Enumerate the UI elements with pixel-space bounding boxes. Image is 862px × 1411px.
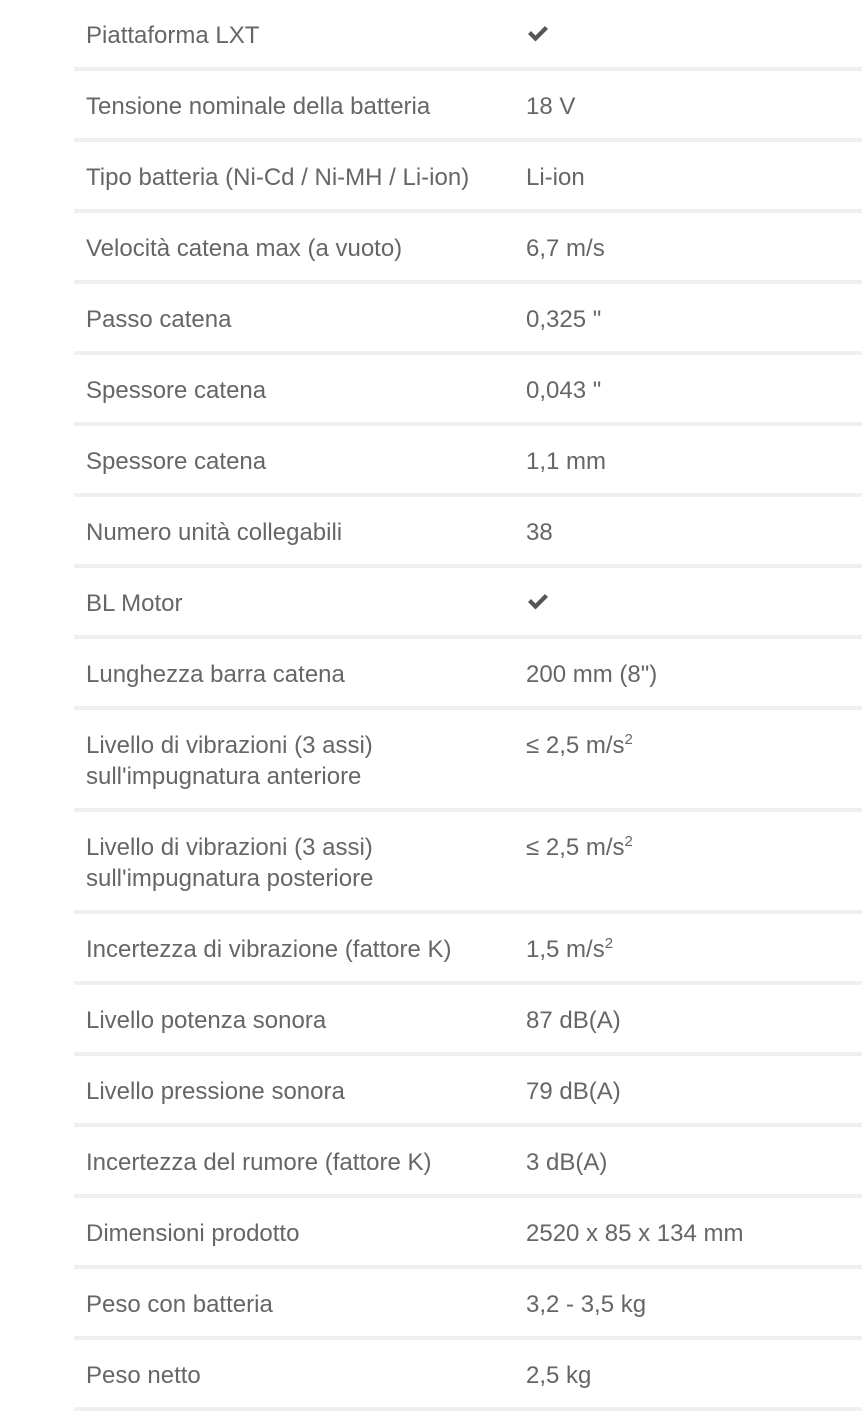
spec-label: Livello di vibrazioni (3 assi) sull'impugnatura posteriore <box>86 834 374 892</box>
spec-label: Lunghezza barra catena <box>86 661 345 688</box>
spec-label: Spessore catena <box>86 448 267 475</box>
spec-label: Piattaforma LXT <box>86 22 260 49</box>
spec-label: BL Motor <box>86 590 183 617</box>
spec-value <box>514 213 862 280</box>
spec-value-text: 200 mm (8") <box>526 661 658 688</box>
spec-label: Livello di vibrazioni (3 assi) sull'impugnatura anteriore <box>86 732 373 790</box>
spec-value-text: 3 dB(A) <box>526 1149 608 1176</box>
spec-value <box>514 710 862 808</box>
spec-value <box>514 0 862 67</box>
spec-value-text: 3,2 - 3,5 kg <box>526 1291 647 1318</box>
spec-value <box>514 1127 862 1194</box>
spec-row <box>74 710 862 812</box>
spec-label: Dimensioni prodotto <box>86 1220 300 1247</box>
spec-value-text: 2520 x 85 x 134 mm <box>526 1220 744 1247</box>
spec-row <box>74 213 862 284</box>
spec-value-text: 38 <box>526 519 553 546</box>
spec-label: Incertezza di vibrazione (fattore K) <box>86 936 452 963</box>
spec-row <box>74 71 862 142</box>
spec-row <box>74 914 862 985</box>
superscript: 2 <box>624 731 633 748</box>
spec-value <box>514 426 862 493</box>
spec-value <box>514 639 862 706</box>
spec-value-text: 87 dB(A) <box>526 1007 621 1034</box>
spec-value-text: 1,5 m/s <box>526 936 605 963</box>
spec-label: Tensione nominale della batteria <box>86 93 431 120</box>
spec-row <box>74 355 862 426</box>
spec-row <box>74 142 862 213</box>
spec-label: Livello potenza sonora <box>86 1007 327 1034</box>
spec-value-text: Li-ion <box>526 164 585 191</box>
spec-value <box>514 497 862 564</box>
spec-label: Peso con batteria <box>86 1291 273 1318</box>
spec-value <box>514 1056 862 1123</box>
spec-label: Velocità catena max (a vuoto) <box>86 235 403 262</box>
spec-label: Spessore catena <box>86 377 267 404</box>
checkmark-icon <box>526 24 550 44</box>
spec-row <box>74 497 862 568</box>
spec-value-text: ≤ 2,5 m/s <box>526 732 625 759</box>
spec-label: Passo catena <box>86 306 232 333</box>
spec-value <box>514 812 862 910</box>
spec-row <box>74 1127 862 1198</box>
spec-value <box>514 355 862 422</box>
spec-label: Numero unità collegabili <box>86 519 343 546</box>
spec-value-text: 79 dB(A) <box>526 1078 621 1105</box>
spec-value <box>514 914 862 981</box>
spec-row <box>74 812 862 914</box>
spec-label: Incertezza del rumore (fattore K) <box>86 1149 432 1176</box>
spec-value-text: ≤ 2,5 m/s <box>526 834 625 861</box>
spec-value-text: 18 V <box>526 93 576 120</box>
spec-value <box>514 71 862 138</box>
spec-row <box>74 639 862 710</box>
spec-row <box>74 0 862 71</box>
spec-row <box>74 985 862 1056</box>
spec-value <box>514 1198 862 1265</box>
spec-value-text: 2,5 kg <box>526 1362 592 1389</box>
spec-value-text: 0,043 " <box>526 377 602 404</box>
spec-row <box>74 1269 862 1340</box>
superscript: 2 <box>624 833 633 850</box>
spec-value-text: 6,7 m/s <box>526 235 605 262</box>
spec-row <box>74 426 862 497</box>
spec-value-text: 1,1 mm <box>526 448 607 475</box>
spec-value-text: 0,325 " <box>526 306 602 333</box>
spec-row <box>74 568 862 639</box>
spec-label: Tipo batteria (Ni-Cd / Ni-MH / Li-ion) <box>86 164 470 191</box>
spec-label: Peso netto <box>86 1362 201 1389</box>
spec-value <box>514 1269 862 1336</box>
spec-label: Livello pressione sonora <box>86 1078 345 1105</box>
spec-row <box>74 284 862 355</box>
spec-row <box>74 1340 862 1411</box>
spec-value <box>514 568 862 635</box>
specifications-table <box>74 0 862 1411</box>
spec-row <box>74 1198 862 1269</box>
spec-value <box>514 1340 862 1407</box>
spec-row <box>74 1056 862 1127</box>
checkmark-icon <box>526 592 550 612</box>
spec-value <box>514 985 862 1052</box>
superscript: 2 <box>604 935 614 952</box>
spec-value <box>514 142 862 209</box>
spec-value <box>514 284 862 351</box>
